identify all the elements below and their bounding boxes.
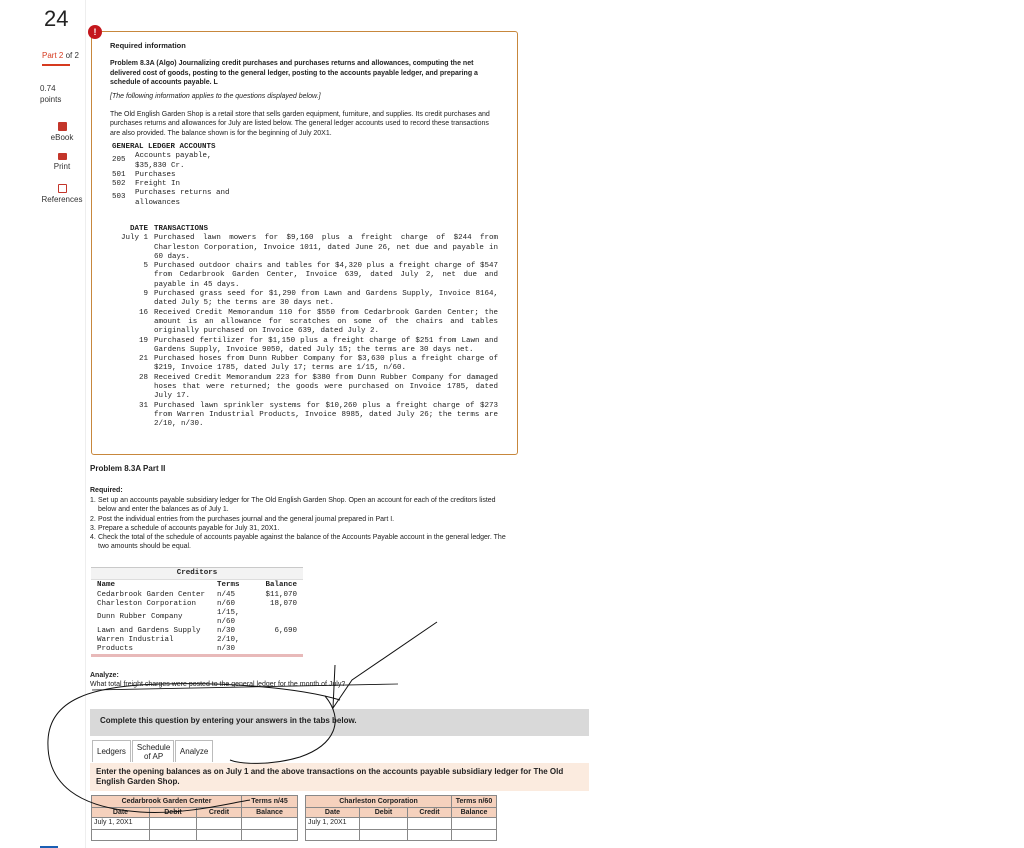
part-current: 2	[58, 51, 64, 60]
analyze-label: Analyze:	[90, 672, 119, 679]
required-info-title: Required information	[110, 41, 186, 50]
step-text: Set up an accounts payable subsidiary ledger for The Old English Garden Shop. Open an account for each of the creditors listed below and enter the balances as of July 1.	[98, 497, 496, 514]
ledger-header	[306, 796, 496, 807]
creditor-row	[91, 636, 303, 654]
transaction-date: July 1	[120, 234, 148, 243]
transaction-date: 19	[138, 336, 148, 345]
balance-input[interactable]	[452, 818, 496, 829]
balance-input[interactable]	[242, 830, 297, 840]
document-icon	[58, 184, 67, 193]
transactions-list	[116, 225, 498, 430]
creditors-table	[91, 567, 303, 657]
transaction-row	[116, 290, 498, 309]
ledger-column-headers	[306, 807, 496, 817]
creditor-terms: n/60	[217, 600, 236, 608]
ledger-creditor-name: Charleston Corporation	[306, 796, 452, 807]
ledger-header	[92, 796, 297, 807]
required-step	[90, 515, 510, 524]
creditor-terms: n/45	[217, 591, 236, 599]
step-text: Check the total of the schedule of accounts payable against the balance of the Accounts Payable account in the general ledger. The two amounts should be equal.	[98, 534, 506, 551]
book-icon	[58, 122, 67, 131]
question-number: 24	[44, 6, 69, 31]
problem-description: The Old English Garden Shop is a retail store that sells garden equipment, furniture, and supplies. Its credit purchases and purchases returns and allowances for July are listed below. The general ledger accounts used to record these transactions are also provided. The balance shown is for the beginning of July 20X1.	[110, 110, 490, 137]
transaction-date: 9	[143, 290, 148, 299]
gl-account-name-block	[135, 152, 212, 171]
creditor-row	[91, 627, 303, 636]
gl-account-name: Purchases	[135, 170, 176, 179]
transactions-header	[116, 225, 498, 234]
balance-input[interactable]	[242, 818, 297, 829]
step-text: Prepare a schedule of accounts payable for July 31, 20X1.	[98, 524, 280, 532]
transaction-row	[116, 262, 498, 290]
gl-account-row	[112, 189, 230, 208]
required-info-box	[91, 31, 518, 455]
print-label: Print	[53, 162, 71, 171]
transaction-text: Purchased lawn mowers for $9,160 plus a freight charge of $244 from Charleston Corporation, Invoice 1011, dated June 26, net due and payable in 60 days.	[154, 234, 498, 261]
creditor-row	[91, 600, 303, 609]
transaction-text: Purchased hoses from Dunn Rubber Company for $3,630 plus a freight charge of $219, Invoice 1785, dated July 17; terms are 1/15, n/60.	[154, 355, 498, 373]
creditor-row	[91, 609, 303, 627]
required-step	[90, 524, 510, 533]
date-input[interactable]	[306, 830, 360, 840]
problem-heading: Problem 8.3A (Algo) Journalizing credit purchases and purchases returns and allowances, computing the net delivered cost of goods, posting to the general ledger, posting to the accounts payable ledger, and preparing a schedule of accounts payable. L	[110, 60, 478, 86]
ledger-creditor-name: Cedarbrook Garden Center	[92, 796, 242, 807]
col-header-name: Name	[97, 581, 116, 589]
transaction-date: 21	[138, 355, 148, 364]
creditor-name: Dunn Rubber Company	[97, 613, 183, 621]
step-number: 2.	[90, 515, 96, 523]
step-number: 1.	[90, 497, 96, 504]
ledger-row	[92, 829, 297, 840]
transaction-row	[116, 309, 498, 337]
transaction-row	[116, 374, 498, 402]
ledger-terms: Terms n/45	[251, 798, 288, 805]
debit-input[interactable]	[150, 830, 197, 840]
debit-input[interactable]	[360, 830, 408, 840]
transaction-date: 31	[138, 401, 148, 410]
date-column-header: DATE	[129, 225, 148, 233]
col-date: Date	[92, 808, 150, 817]
required-step	[90, 533, 510, 552]
step-number: 4.	[90, 534, 96, 542]
info-note: [The following information applies to the questions displayed below.]	[110, 92, 321, 100]
credit-input[interactable]	[408, 818, 452, 829]
gl-account-row	[112, 171, 230, 180]
col-balance: Balance	[256, 809, 283, 816]
gl-account-number: 503	[112, 193, 126, 202]
creditors-header-row	[91, 580, 303, 591]
creditor-balance: 6,690	[274, 627, 297, 635]
balance-input[interactable]	[452, 830, 496, 840]
gl-account-name: Purchases returns and	[135, 189, 230, 198]
ledger-terms: Terms n/60	[455, 798, 493, 805]
step-number: 3.	[90, 524, 96, 532]
transaction-text: Received Credit Memorandum 110 for $550 from Cedarbrook Garden Center; the amount is an allowance for scratches on some of the chairs and tables originally purchased on Invoice 639, dated July 2.	[154, 308, 498, 336]
references-button[interactable]	[40, 184, 84, 204]
ledger-row	[306, 817, 496, 829]
creditor-balance	[251, 609, 285, 627]
gl-account-balance: $35,830 Cr.	[135, 161, 185, 170]
gl-account-name-block	[135, 189, 230, 208]
gl-account-row	[112, 152, 230, 171]
tab-ledgers[interactable]: Ledgers	[92, 740, 131, 762]
ledger-date-cell: July 1, 20X1	[92, 818, 150, 829]
ebook-label: eBook	[50, 133, 74, 142]
ledger-row	[92, 817, 297, 829]
answer-tabs	[92, 740, 214, 762]
gl-heading: GENERAL LEDGER ACCOUNTS	[112, 143, 216, 151]
required-label: Required:	[90, 487, 123, 494]
col-header-terms: Terms	[217, 581, 240, 589]
gl-account-number: 205	[112, 156, 126, 165]
part2-title: Problem 8.3A Part II	[90, 464, 166, 473]
ledger-column-headers	[92, 807, 297, 817]
creditor-name: Lawn and Gardens Supply	[97, 627, 201, 635]
transaction-row	[116, 337, 498, 356]
gl-account-name: Freight In	[135, 180, 181, 189]
transaction-text: Received Credit Memorandum 223 for $380 from Dunn Rubber Company for damaged hoses that were returned; the goods were purchased on Invoice 1785, dated July 17.	[154, 373, 498, 401]
ledger-instruction: Enter the opening balances as on July 1 and the above transactions on the accounts payable subsidiary ledger for The Old English Garden Shop.	[90, 763, 589, 791]
transaction-row	[116, 234, 498, 262]
debit-input[interactable]	[360, 818, 408, 829]
tab-schedule-of-ap[interactable]: Schedule of AP	[132, 740, 174, 762]
instruction-banner: Complete this question by entering your answers in the tabs below.	[90, 709, 589, 736]
transaction-row	[116, 355, 498, 374]
transaction-text: Purchased fertilizer for $1,150 plus a freight charge of $251 from Lawn and Gardens Supply, Invoice 9050, dated July 15; the terms are 30 days net.	[154, 336, 498, 354]
transaction-row	[116, 402, 498, 430]
credit-input[interactable]	[197, 830, 242, 840]
ledger-date-cell: July 1, 20X1	[306, 818, 360, 829]
transactions-column-header: TRANSACTIONS	[154, 225, 209, 233]
annotation-check	[333, 622, 437, 708]
required-step	[90, 496, 510, 515]
gl-account-row	[112, 180, 230, 189]
transaction-text: Purchased lawn sprinkler systems for $10,260 plus a freight charge of $273 from Warren Industrial Products, Invoice 8985, dated July 26; the terms are 2/10, n/30.	[154, 401, 498, 429]
creditor-balance: $11,070	[265, 591, 297, 599]
gl-account-name-cont: allowances	[135, 198, 181, 207]
points-value: 0.74	[40, 84, 56, 93]
print-button[interactable]	[40, 153, 84, 171]
creditor-balance	[251, 636, 285, 654]
creditor-name: Cedarbrook Garden Center	[97, 591, 206, 599]
step-text: Post the individual entries from the purchases journal and the general journal prepared in Part I.	[98, 515, 395, 523]
ledger-cedarbrook	[91, 795, 298, 841]
transaction-date: 16	[138, 308, 148, 317]
col-debit: Debit	[150, 808, 197, 817]
transaction-date: 28	[138, 373, 148, 382]
creditor-name: Charleston Corporation	[97, 600, 197, 608]
creditor-row	[91, 591, 303, 600]
part-suffix: of 2	[65, 51, 79, 60]
analyze-question: What total freight charges were posted to the general ledger for the month of July?	[90, 681, 346, 688]
creditors-title: Creditors	[91, 568, 303, 580]
printer-icon	[58, 153, 67, 160]
general-ledger-accounts	[112, 143, 230, 208]
part-prefix: Part	[42, 51, 57, 60]
points-label: points	[40, 95, 62, 104]
creditor-terms: 2/10, n/30	[217, 636, 240, 653]
col-credit: Credit	[408, 808, 452, 817]
credit-input[interactable]	[408, 830, 452, 840]
transaction-date: 5	[143, 262, 148, 271]
col-balance: Balance	[460, 809, 488, 816]
part-indicator	[42, 51, 79, 60]
ledger-row	[306, 829, 496, 840]
ebook-button[interactable]	[40, 122, 84, 142]
tab-analyze[interactable]: Analyze	[175, 740, 213, 762]
credit-input[interactable]	[197, 818, 242, 829]
transaction-text: Purchased grass seed for $1,290 from Lawn and Gardens Supply, Invoice 8164, dated July 5; the terms are 30 days net.	[154, 290, 498, 308]
date-input[interactable]	[92, 830, 150, 840]
creditor-terms: 1/15, n/60	[217, 609, 240, 626]
alert-badge-icon: !	[88, 25, 102, 39]
col-date: Date	[306, 808, 360, 817]
ledger-charleston	[305, 795, 497, 841]
part-progress-bar	[42, 64, 70, 66]
col-credit: Credit	[197, 808, 242, 817]
left-rail	[0, 0, 86, 848]
creditor-balance: 18,070	[269, 600, 297, 608]
col-header-balance: Balance	[265, 581, 297, 589]
gl-account-name: Accounts payable,	[135, 152, 212, 161]
transaction-text: Purchased outdoor chairs and tables for $4,320 plus a freight charge of $547 from Cedarbrook Garden Center, Invoice 639, dated July 2, net due and payable in 45 days.	[154, 262, 498, 289]
references-label: References	[41, 195, 83, 204]
creditor-terms: n/30	[217, 627, 236, 635]
creditor-name: Warren Industrial Products	[97, 636, 174, 653]
gl-account-number: 501	[112, 170, 126, 179]
gl-account-number: 502	[112, 180, 126, 189]
debit-input[interactable]	[150, 818, 197, 829]
col-debit: Debit	[360, 808, 408, 817]
required-steps-list	[90, 496, 510, 552]
